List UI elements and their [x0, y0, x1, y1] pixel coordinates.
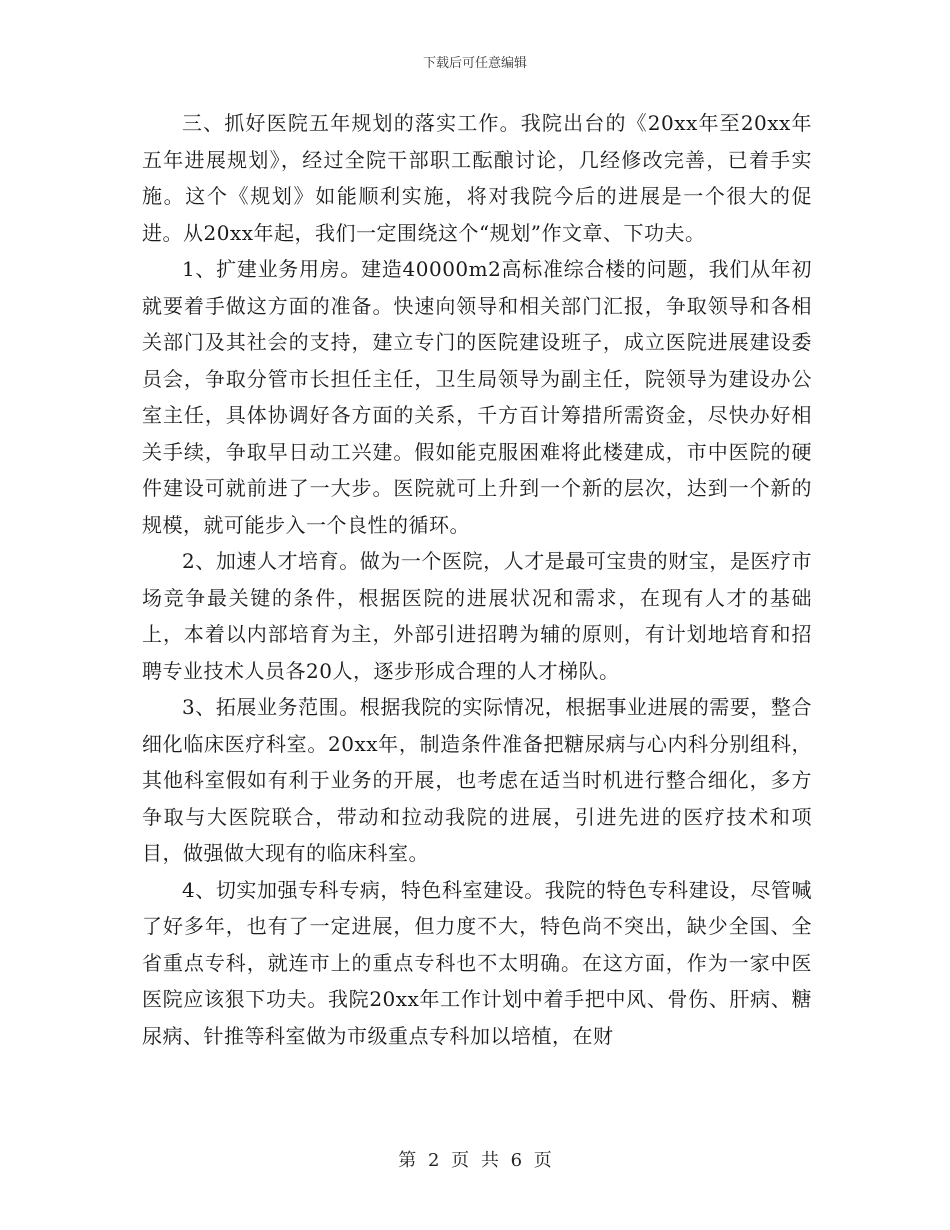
document-body: [142, 105, 812, 1054]
page-number-footer: 第 2 页 共 6 页: [398, 1150, 552, 1171]
paragraph-item-4: 4、切实加强专科专病，特色科室建设。我院的特色专科建设，尽管喊了好多年，也有了一定进展，但力度不大，特色尚不突出，缺少全国、全省重点专科，就连市上的重点专科也不太明确。在这方面，作为一家中医医院应该狠下功夫。我院20xx年工作计划中着手把中风、骨伤、肝病、糖尿病、针推等科室做为市级重点专科加以培植，在财: [142, 877, 812, 1048]
paragraph-item-3: 3、拓展业务范围。根据我院的实际情况，根据事业进展的需要，整合细化临床医疗科室。20xx年，制造条件准备把糖尿病与心内科分别组科，其他科室假如有利于业务的开展，也考虑在适当时机进行整合细化，多方争取与大医院联合，带动和拉动我院的进展，引进先进的医疗技术和项目，做强做大现有的临床科室。: [142, 695, 812, 865]
paragraph-section-three: 三、抓好医院五年规划的落实工作。我院出台的《20xx年至20xx年五年进展规划》，经过全院干部职工酝酿讨论，几经修改完善，已着手实施。这个《规划》如能顺利实施，将对我院今后的进展是一个很大的促进。从20xx年起，我们一定围绕这个“规划”作文章、下功夫。: [142, 111, 812, 245]
paragraph-item-2: 2、加速人才培育。做为一个医院，人才是最可宝贵的财宝，是医疗市场竞争最关键的条件，根据医院的进展状况和需求，在现有人才的基础上，本着以内部培育为主，外部引进招聘为辅的原则，有计划地培育和招聘专业技术人员各20人，逐步形成合理的人才梯队。: [142, 549, 812, 683]
paragraph-item-1: 1、扩建业务用房。建造40000m2高标准综合楼的问题，我们从年初就要着手做这方面的准备。快速向领导和相关部门汇报，争取领导和各相关部门及其社会的支持，建立专门的医院建设班子，成立医院进展建设委员会，争取分管市长担任主任，卫生局领导为副主任，院领导为建设办公室主任，具体协调好各方面的关系，千方百计筹措所需资金，尽快办好相关手续，争取早日动工兴建。假如能克服困难将此楼建成，市中医院的硬件建设可就前进了一大步。医院就可上升到一个新的层次，达到一个新的规模，就可能步入一个良性的循环。: [142, 257, 812, 537]
page-header: 下载后可任意编辑: [422, 56, 527, 71]
